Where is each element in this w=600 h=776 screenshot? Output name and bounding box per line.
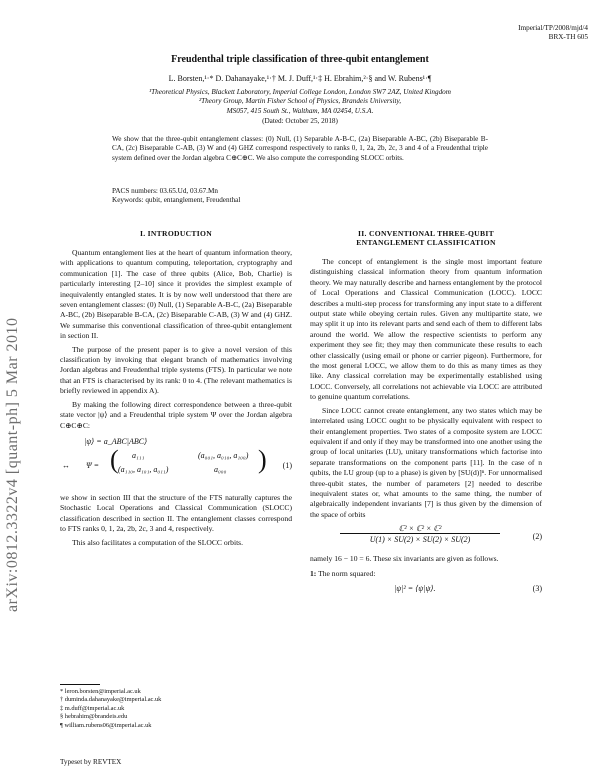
eq1-arrow: ↔	[62, 460, 70, 470]
footnotes	[60, 684, 292, 730]
item-1-label: 1:	[310, 568, 317, 578]
intro-paragraph-2: The purpose of the present paper is to give a novel version of this classification by invoking that elegant branch of mathematics involving Jordan algebras and Freudenthal triple systems (FTS). In particular we note that an FTS is characterised by its rank: 0 to 4. (The relevant mathematics is briefly reviewed in appendix A).	[60, 344, 292, 396]
after-eq2-text: namely 16 − 10 = 6. These six invariants are given as follows.	[310, 554, 499, 564]
date: (Dated: October 25, 2018)	[262, 117, 338, 125]
author-list: L. Borsten,¹·* D. Dahanayake,¹·† M. J. Duff,¹·‡ H. Ebrahim,²·§ and W. Rubens¹·¶	[168, 74, 432, 83]
section2-paragraph-1: The concept of entanglement is the single most important feature distinguishing classical information theory from quantum information theory. We may naturally describe and harness entanglement by the protocol of Local Operations and Classical Communication (LOCC). LOCC describes a multi-step process for transforming any input state to a different output state while obeying certain rules. Given any multipartite state, we may split it up into its relevant parts and send each of them to different labs around the world. We allow the respective scientists to perform any experiment they see fit; they may then communicate these results to each other classically (using email or phone or carrier pigeon). Furthermore, for the most general LOCC, we allow them to do this as many times as they like. Any classical correlation may be experimentally established using LOCC. Conversely, all correlations not achievable via LOCC are attributed to genuine quantum correlations.	[310, 257, 542, 402]
footnote-5: ¶ william.rubens06@imperial.ac.uk	[60, 721, 152, 729]
section-1-heading: I. INTRODUCTION	[139, 229, 212, 238]
eq2-denominator: U(1) × SU(2) × SU(2) × SU(2)	[369, 535, 471, 545]
eq1-state: |ψ⟩ = a_ABC|ABC⟩	[84, 436, 148, 446]
item-1-text: The norm squared:	[318, 568, 376, 578]
eq1-m21: (a₁₁₀, a₁₀₁, a₀₁₁)	[118, 464, 169, 474]
eq1-matrix	[110, 444, 270, 483]
right-paren: )	[258, 444, 267, 474]
abstract: We show that the three-qubit entanglement classes: (0) Null, (1) Separable A-B-C, (2a) Biseparable A-BC, (2b) Biseparable B-CA, (2c) Biseparable C-AB, (3) W and (4) GHZ correspond respectively to ranks 0, 1, 2a, 2b, 2c, 3 and 4 of a Freudenthal triple system defined over the Jordan algebra C⊕C⊕C. We also compute the corresponding SLOCC orbits.	[112, 135, 488, 162]
footnote-1: * leron.borsten@imperial.ac.uk	[60, 688, 141, 695]
footnote-4: § hebrahim@brandeis.edu	[60, 713, 128, 721]
pacs-keywords	[112, 187, 488, 206]
arxiv-stamp: arXiv:0812.3322v4 [quant-ph] 5 Mar 2010	[4, 317, 21, 612]
affiliation-1: ¹Theoretical Physics, Blackett Laboratory, Imperial College London, London SW7 2AZ, United Kingdom	[149, 88, 451, 96]
pacs-numbers: PACS numbers: 03.65.Ud, 03.67.Mn	[112, 187, 218, 195]
intro-paragraph-4: we show in section III that the structure of the FTS naturally captures the Stochastic Local Operations and Classical Communication (SLOCC) classification described in section II. The entanglement classes correspond to FTS ranks 0, 1, 2a, 2b, 2c, 3 and 4, respectively.	[60, 492, 292, 534]
left-paren: (	[110, 444, 119, 474]
eq1-m12: (a₀₀₁, a₀₁₀, a₁₀₀)	[198, 450, 249, 460]
section-2-heading: II. CONVENTIONAL THREE-QUBIT ENTANGLEMENT CLASSIFICATION	[356, 229, 496, 247]
section2-paragraph-2: Since LOCC cannot create entanglement, any two states which may be interrelated using LOCC ought to be physically equivalent with respect to their entanglement properties. Two states of a composite system are LOCC equivalent if and only if they may be transformed into one another using the group of local unitaries (LU), unitary transformations which factorise into separate transformations on the component parts [11]. In the case of n qubits, the LU group (up to a phase) is given by [SU(d)]ⁿ. For unnormalised three-qubit states, the number of parameters [2] needed to describe inequivalent states or, what amounts to the same thing, the number of algebraically independent invariants [7] is thus given by the dimension of the space of orbits	[310, 405, 542, 519]
equation-1	[60, 437, 292, 487]
typeset-note: Typeset by REVTEX	[60, 758, 122, 766]
affiliation-2-address: MS057, 415 South St., Waltham, MA 02454, U.S.A.	[226, 106, 374, 115]
keywords: Keywords: qubit, entanglement, Freudenthal	[112, 196, 241, 205]
paper-title: Freudenthal triple classification of three-qubit entanglement	[171, 54, 429, 65]
right-column	[310, 229, 542, 598]
eq1-m22: a₀₀₀	[214, 464, 227, 474]
eq2-numerator: ℂ² × ℂ² × ℂ²	[340, 524, 500, 534]
footnote-2: † duminda.dahanayake@imperial.ac.uk	[60, 696, 162, 704]
report-number: Imperial/TP/2008/mjd/4 BRX-TH 605	[518, 24, 588, 42]
affiliation-2: ²Theory Group, Martin Fisher School of Physics, Brandeis University,	[198, 97, 402, 106]
left-column	[60, 229, 292, 548]
intro-paragraph-5: This also facilitates a computation of the SLOCC orbits.	[72, 537, 244, 547]
eq1-psi: Ψ =	[86, 460, 100, 470]
equation-2	[310, 524, 542, 552]
affiliations	[60, 88, 540, 116]
intro-paragraph-1: Quantum entanglement lies at the heart of quantum information theory, with applications to quantum computing, teleportation, cryptography and communication [1]. The case of three qubits (Alice, Bob, Charlie) is particularly interesting [2–10] since it provides the simplest example of inequivalently entangled states. It is by now well understood that there are seven entanglement classes: (0) Null, (1) Separable A-B-C, (2a) Biseparable A-BC, (2b) Biseparable B-CA, (2c) Biseparable C-AB, (3) W and (4) GHZ. We summarise this conventional classification of three-qubit entanglement in section II.	[60, 248, 292, 341]
eq1-number: (1)	[282, 460, 292, 470]
intro-paragraph-3: By making the following direct correspondence between a three-qubit state vector |ψ⟩ and a Freudenthal triple system Ψ over the Jordan algebra C⊕C⊕C:	[60, 399, 292, 430]
eq3-formula: |ψ|² = ⟨ψ|ψ⟩.	[394, 583, 436, 593]
equation-3	[310, 582, 542, 598]
footnote-rule	[60, 684, 100, 685]
eq1-m11: a₁₁₁	[132, 450, 145, 460]
eq3-number: (3)	[532, 583, 542, 593]
eq2-number: (2)	[532, 532, 542, 542]
item-1	[310, 569, 542, 579]
footnote-3: ‡ m.duff@imperial.ac.uk	[60, 704, 125, 712]
